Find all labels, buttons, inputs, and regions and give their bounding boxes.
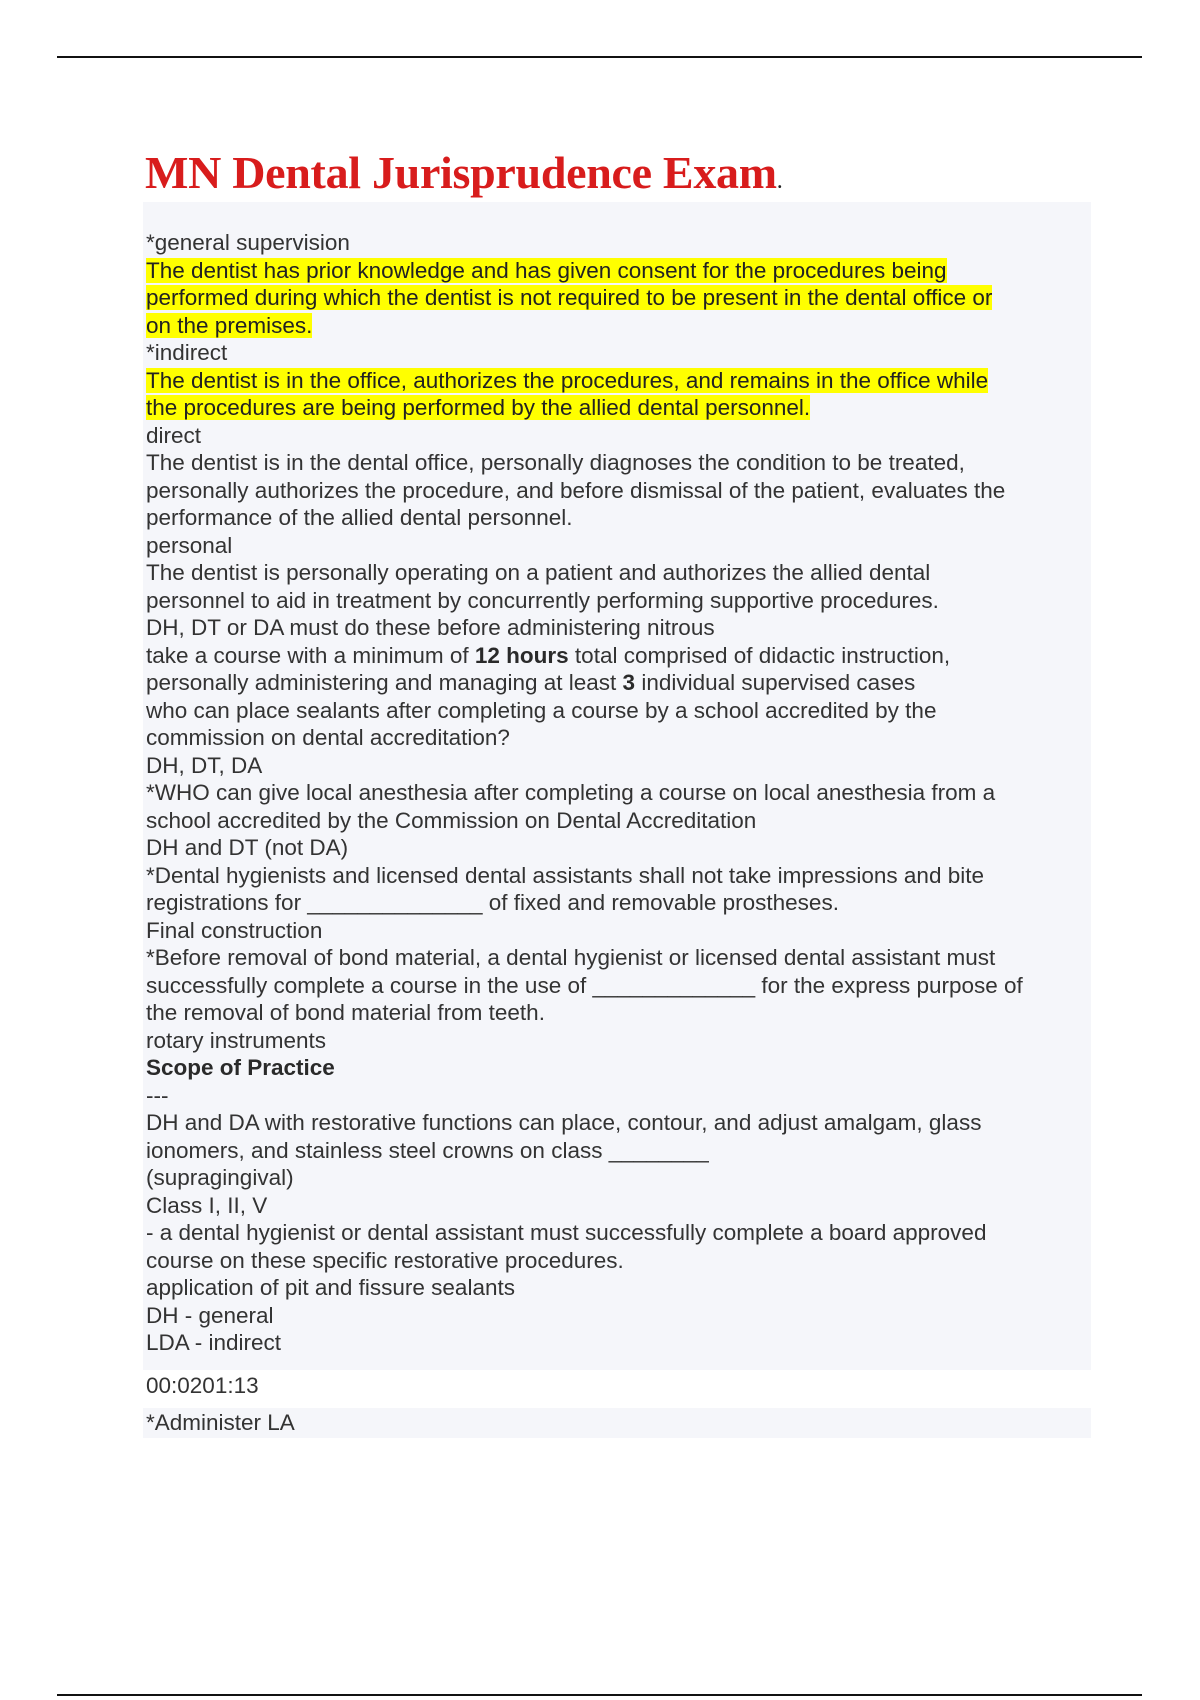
question-pit-fissure: application of pit and fissure sealants [146,1275,515,1300]
title-suffix: . [776,168,783,194]
section-divider: --- [146,1082,169,1108]
question-sealants-line-2: commission on dental accreditation? [146,725,510,750]
question-restorative-line-1: DH and DA with restorative functions can place, contour, and adjust amalgam, glass [146,1110,982,1135]
answer-nitrous-line-1: take a course with a minimum of 12 hours total comprised of didactic instruction, [146,642,951,668]
definition-personal-line-2: personnel to aid in treatment by concurrently performing supportive procedures. [146,587,939,613]
title-row [145,146,783,199]
term-indirect: *indirect [146,340,228,365]
question-restorative-line-3: (supragingival) [146,1165,294,1190]
nitrous-hours: 12 hours [474,642,569,668]
note-restorative-line-2: course on these specific restorative procedures. [146,1247,624,1273]
question-bond-line-3: the removal of bond material from teeth. [146,1000,545,1025]
top-rule [57,56,1142,58]
term-direct: direct [146,422,202,448]
section-heading-scope: Scope of Practice [146,1055,335,1080]
question-bond-line-2: successfully complete a course in the use of _____________ for the express purpose of [146,972,1023,998]
answer-restorative: Class I, II, V [146,1192,268,1218]
definition-general-line-2: performed during which the dentist is not required to be present in the dental office or [146,285,993,310]
term-general-supervision: *general supervision [146,230,350,255]
definition-general-line-1: The dentist has prior knowledge and has given consent for the procedures being [146,257,947,283]
definition-direct-line-2: personally authorizes the procedure, and before dismissal of the patient, evaluates the [146,477,1006,503]
definition-indirect-line-1: The dentist is in the office, authorizes the procedures, and remains in the office while [146,367,989,393]
definition-general-line-3: on the premises. [146,312,313,338]
answer-impressions: Final construction [146,917,323,943]
definition-direct-line-3: performance of the allied dental personnel. [146,505,573,530]
question-impressions-line-2: registrations for ______________ of fixed and removable prostheses. [146,890,839,915]
answer-bond: rotary instruments [146,1027,327,1053]
nitrous-cases: 3 [622,670,636,695]
definition-direct-line-1: The dentist is in the dental office, personally diagnoses the condition to be treated, [146,450,965,475]
question-bond-line-1: *Before removal of bond material, a dental hygienist or licensed dental assistant must [146,945,996,970]
exam-content [146,229,1086,1357]
question-nitrous: DH, DT or DA must do these before administering nitrous [146,615,715,640]
answer-local-anesthesia: DH and DT (not DA) [146,835,349,860]
page-title: MN Dental Jurisprudence Exam [145,147,777,198]
answer-nitrous-line-2: personally administering and managing at least 3 individual supervised cases [146,670,916,695]
question-impressions-line-1: *Dental hygienists and licensed dental assistants shall not take impressions and bite [146,862,984,888]
definition-indirect-line-2: the procedures are being performed by the allied dental personnel. [146,395,811,420]
question-local-anesthesia-line-2: school accredited by the Commission on Dental Accreditation [146,807,757,833]
definition-personal-line-1: The dentist is personally operating on a patient and authorizes the allied dental [146,560,931,585]
next-question: *Administer LA [146,1410,295,1435]
term-personal: personal [146,532,233,558]
timer-readout: 00:0201:13 [146,1373,259,1398]
question-sealants-line-1: who can place sealants after completing a course by a school accredited by the [146,697,937,723]
note-restorative-line-1: - a dental hygienist or dental assistant must successfully complete a board approved [146,1220,987,1245]
answer-pit-fissure-dh: DH - general [146,1302,274,1328]
question-local-anesthesia-line-1: *WHO can give local anesthesia after completing a course on local anesthesia from a [146,780,996,805]
question-restorative-line-2: ionomers, and stainless steel crowns on class ________ [146,1137,709,1163]
answer-pit-fissure-lda: LDA - indirect [146,1330,282,1355]
bottom-rule [57,1694,1142,1696]
answer-sealants: DH, DT, DA [146,752,263,778]
